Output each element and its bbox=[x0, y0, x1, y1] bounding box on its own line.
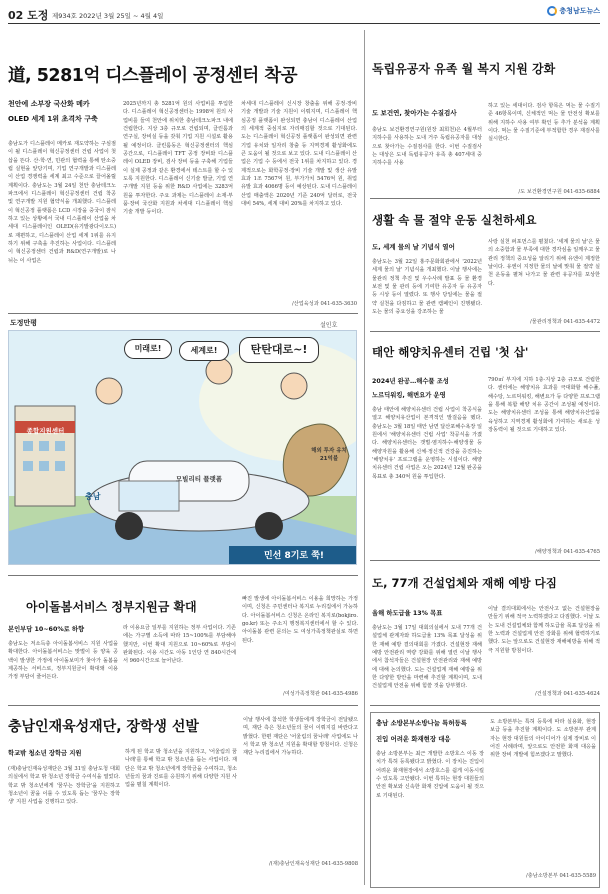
veterans-column-1: 충남도 보건환경연구원(원장 최희천)은 4월부터 지하수를 사용하는 도내 거주 독립유공자를 대상으로 찾아가는 수질검사를 한다. 이번 수질검사는 대상은 도내 독립유공자 유족 총 407세대 중 지하수를 사용 bbox=[372, 127, 482, 167]
lead-subhead-2: OLED 세계 1위 초격차 구축 bbox=[8, 115, 98, 123]
speech-bubble-3: 탄탄대로~! bbox=[239, 337, 319, 363]
construction-subhead: 올해 하도급율 13% 목표 bbox=[372, 610, 443, 617]
newspaper-logo bbox=[547, 6, 600, 16]
fire-patent-subhead: 진입 어려운 화재현장 대응 bbox=[376, 735, 451, 743]
masthead bbox=[8, 4, 600, 24]
ocean-subhead-2: 노르딕워킹, 해변요가 운영 bbox=[372, 392, 446, 399]
fire-patent-credit: /충남소방본부 041-635-5589 bbox=[526, 873, 596, 879]
water-column-1: 충남도는 3월 22일 홍주문화회관에서 '2022년 세계 물의 날' 기념식을 개최했다. 이날 행사에는 물관리 정책 추진 및 우수사례 발표 등 물 환경 보전 및 물 관리 등에 기여한 유공자 등 유공자 등 시상 등이 열렸다. 또 행사 당일에는 물을 절약 실천을 다짐하고 물 관련 캠페인이 진행됐다. 도는 물의 중요성을 강조하는 물 bbox=[372, 259, 482, 316]
logo-icon bbox=[547, 6, 557, 16]
veterans-headline: 독립유공자 유족 월 복지 지원 강화 bbox=[372, 62, 556, 76]
childcare-column-1: 충남도는 저소득층 아이돌봄서비스 지원 사업을 확대한다. 아이돌봄서비스는 맞벌이 등 양육 공백이 발생한 가정에 아이돌보미가 찾아가 돌봄을 제공하는 서비스로, 정부지원금이 확대돼 이용 가정 부담이 줄어든다. bbox=[8, 641, 118, 681]
cartoon-illustration bbox=[9, 331, 357, 565]
divider bbox=[370, 331, 600, 332]
construction-credit: /건설정책과 041-635-4624 bbox=[535, 691, 600, 697]
editorial-cartoon bbox=[8, 330, 357, 565]
ocean-column-2: 790㎡ 부지에 지하 1층·지상 2층 규모로 건립한다. 센터에는 해양치유 효과를 극대화할 해수풀, 해수탕, 노르딕워킹, 해변요가 등 다양한 프로그램을 통해 복합 해양 치유 공간이 조성될 예정이다. 도는 해양치유센터 조성을 통해 해양치유산업을 육성하고 지역경제 활성화에 기여하는 새로운 성장동력이 될 것으로 기대하고 있다. bbox=[488, 377, 600, 434]
veterans-column-2: 하고 있는 세대이다. 검사 항목은 먹는 물 수질기준 46항목이며, 신체적인 먹는 물 안전성 확보를 위해 지하수 사용 여부 확인 등 추가 분석을 계획이다. 먹는 물 수질기준에 부적합한 경우 재검사를 실시한다. bbox=[488, 103, 600, 143]
ocean-headline: 태안 해양치유센터 건립 '첫 삽' bbox=[372, 345, 529, 359]
childcare-credit: /여성가족정책관 041-635-4986 bbox=[283, 691, 358, 697]
logo-text: 충청남도뉴스 bbox=[559, 7, 600, 15]
ocean-column-1: 충남 태안에 해양치유센터 건립 사업이 착공식을 열고 해양치유산업이 본격적인 발걸음을 뗐다. 충남도는 3월 18일 태안 남면 달산포해수욕장 일원에서 '해양치유센터 건립 사업' 착공식을 가졌다. 해양치유센터는 갯벌·염지하수·해양생물 등 해양자원을 활용해 신체·정신적 건강을 증진하는 '해양치유' 프로그램을 운영하는 시설이다. 해양치유센터 건립 사업은 오는 2024년 12월 완공을 목표로 총 340억 원을 투입한다. bbox=[372, 407, 482, 480]
speed-banner: 민선 8기로 쭉! bbox=[263, 551, 325, 561]
veterans-subhead: 도 보건연, 찾아가는 수질검사 bbox=[372, 109, 457, 117]
veterans-credit: /도 보건환경연구원 041-635-6884 bbox=[518, 189, 600, 195]
lead-column-2: 2025년까지 총 5281억 원의 사업비를 투입한다. 디스플레이 혁신공정센터는 1998억 원의 사업비를 들여 천안에 위치한 충남테크노파크 내에 건립한다. 지상 3층 규모로 건립되며, 클린룸과 연구실, 장비실 등을 갖춰 기업 지원 시설로 활용될 예정이다. 클린룸동은 혁신공정센터의 핵심 공간으로, 디스플레이 TFT 공정 장비와 디스플레이 OLED 장비, 검사 장비 등을 구축해 기업들이 실제 공정과 같은 환경에서 테스트를 할 수 있도록 지원한다. 디스플레이 신기술 발굴, 기업 연구개발 지원 등을 위한 R&D 사업에는 3283억 원을 투자한다. 주요 과제는 디스플레이 소재·부품·장비 국산화 지원과 차세대 디스플레이 핵심 기술 개발 등이다. bbox=[123, 101, 233, 216]
ocean-subhead-1: 2024년 완공…해수풀 조성 bbox=[372, 378, 449, 385]
water-credit: /물관리정책과 041-635-4472 bbox=[530, 319, 600, 325]
car-sign: 모빌리티 플랫폼 bbox=[175, 475, 223, 483]
column-divider bbox=[364, 30, 365, 885]
building-sign: 종합지원센터 bbox=[26, 427, 65, 435]
construction-column-1: 충남도는 3월 17일 대회의실에서 도내 77개 건설업체 관계자와 하도급율 13% 목표 달성을 위한 재해 예방 결의대회를 가졌다. 건설현장 재해예방 안전관리 역량 강화를 위해 열린 이날 행사에서 참석자들은 건설현장 안전관리와 재해 예방에 대해 논의했다. 도는 건설업계 재해 예방을 위한 다양한 방안을 마련해 추진할 계획이며, 도내 건설업계 안전을 위해 힘쓸 것을 당부했다. bbox=[372, 625, 482, 690]
region-mark: 충남 bbox=[85, 492, 101, 501]
lead-credit: /산업육성과 041-635-3630 bbox=[292, 301, 357, 307]
lead-headline: 道, 5281억 디스플레이 공정센터 착공 bbox=[8, 66, 298, 86]
construction-column-2: 이날 결의대회에서는 안전사고 없는 건설현장을 만들기 위해 적극 노력하겠다고 다짐했다. 이날 도는 도내 건설업체와 함께 하도급율 목표 달성을 위한 노력과 건설업계 안전 강화를 위해 협력하기로 했다. 도는 앞으로도 건설현장 재해예방을 위해 적극 지원할 방침이다. bbox=[488, 606, 600, 654]
ocean-credit: /해양정책과 041-635-4765 bbox=[535, 549, 600, 555]
divider bbox=[370, 198, 600, 199]
issue-info: 제934호 2022년 3월 25일 ~ 4월 4일 bbox=[52, 12, 164, 20]
scholarship-subhead: 학교밖 청소년 장학금 지원 bbox=[8, 750, 82, 757]
fire-patent-column-1: 충남 소방본부는 최근 개발한 소방호스 이동 장치가 특허 등록됐다고 밝혔다. 이 장치는 진입이 어려운 화재현장에서 소방호스를 쉽게 이동시킬 수 있도록 고안됐다. 이번 특허는 현장 대원들의 안전 확보와 신속한 화재 진압에 도움이 될 것으로 기대된다. bbox=[376, 751, 484, 799]
divider bbox=[370, 560, 600, 561]
cartoon-artist: 설인호 bbox=[320, 322, 338, 329]
childcare-column-3: 빠진 발생에 아이돌봄서비스 이용을 희망하는 가정이며, 신청은 주민센터나 복지로 누리집에서 가능하다. 아이돌봄서비스 신청은 온라인 복지로(bokjiro.go.kr) 또는 주소지 행정복지센터에서 할 수 있다. 아이돌봄 관련 문의는 도 여성가족정책관실로 하면 된다. bbox=[242, 596, 358, 644]
scholarship-column-1: (재)충남인재육성재단은 3월 31일 충남도청 대회의실에서 학교 밖 청소년 장학금 수여식을 열었다. 학교 밖 청소년에게 '꿈꾸는 장학금'을 지원하고 청소년이 꿈을 이룰 수 있도록 돕는 '꿈꾸는 장학생' 지원 사업을 진행하고 있다. bbox=[8, 766, 120, 806]
lead-subhead-1: 천안에 소부장 국산화 메카 bbox=[8, 100, 90, 108]
childcare-headline: 아이돌봄서비스 정부지원금 확대 bbox=[26, 600, 197, 614]
water-subhead: 도, 세계 물의 날 기념식 열어 bbox=[372, 243, 455, 251]
divider bbox=[8, 575, 358, 576]
cartoon-label: 도정만평 bbox=[10, 319, 38, 327]
scholarship-column-3: 이날 행사에 참석한 학생들에게 장학금이 전달됐으며, 재단 측은 청소년들의 꿈이 이뤄지길 바란다고 밝혔다. 한편 재단은 '어울림의 꿈나래' 사업에도 나서 학교 밖 청소년 지원을 확대할 방침이다. 신청은 재단 누리집에서 가능하다. bbox=[243, 717, 358, 757]
scholarship-credit: /(재)충남인재육성재단 041-635-9808 bbox=[268, 861, 358, 867]
water-column-2: 사랑 실천 퍼포먼스를 펼쳤다. '세계 물의 날'은 물의 소중함과 물 부족에 대한 경각심을 일깨우고 물 관리 정책의 중요성을 알리기 위해 유엔이 제정한 날이다. 유엔이 지정한 물의 날에 맞춰 물 절약 실천 운동을 펼쳐 나가고 물 관련 유공자를 포상한다. bbox=[488, 239, 600, 287]
speech-bubble-2: 세계로! bbox=[179, 341, 229, 361]
childcare-subhead: 본인부담 10~60%로 하향 bbox=[8, 626, 85, 633]
divider bbox=[370, 705, 600, 706]
scholarship-headline: 충남인재육성재단, 장학생 선발 bbox=[8, 719, 199, 735]
fire-patent-headline: 충남 소방본부소방나눔 특허등록 bbox=[376, 719, 467, 727]
lead-column-1: 충남도가 디스플레이 메카로 재도약하는 구심점이 될 디스플레이 혁신공정센터 건립 사업이 첫 삽을 뜬다. 산·학·연, 민관의 협력을 통해 탄소중립 실현을 앞당기며, 기업 연구개발과 디스플레이 산업 경쟁력을 세계 최고 수준으로 끌어올릴 계획이다. 충남도는 3월 24일 천안 충남테크노파크에서 디스플레이 혁신공정센터 건립 착공 및 연구개발 지원 협약식을 개최했다. 디스플레이 혁신공정 플랫폼은 LCD 시장을 중국이 잠식하고 있는 상황에서 국내 디스플레이 산업을 차세대 디스플레이인 OLED(유기발광다이오드)로 재편하고, 디스플레이 산업 세계 1위를 유지하기 위해 구축을 추진하는 사업이다. 디스플레이 혁신공정센터 건립과 R&D(연구개발)로 나뉘는 이 사업은 bbox=[8, 141, 116, 264]
lead-column-3: 차세대 디스플레이 신시장 창출을 위해 공정·장비 기술 개발과 기술 지원이 이뤄지며, 디스플레이 핵심공정 플랫폼이 완성되면 충남이 디스플레이 산업의 세계적 중심지로 자리매김할 것으로 기대된다. 도는 디스플레이 혁신공정 플랫폼이 완성되면 관련 기업 유치와 일자리 창출 등 지역경제 활성화에도 큰 도움이 될 것으로 보고 있다. 도내 디스플레이 산업은 기업 수 등에서 전국 1위를 차지하고 있다. 경제적으로는 화학공정·장비 기술 개발 및 생산 유발 효과 1조 7567억 원, 부가가치 5476억 원, 취업 유발 효과 4066명 등이 예상된다. 도내 디스플레이 산업 매출액은 2020년 기준 240억 달러로, 전국 대비 54%, 세계 대비 20%를 차지하고 있다. bbox=[241, 101, 357, 208]
speech-bubble-1: 미래로! bbox=[124, 339, 172, 359]
water-headline: 생활 속 물 절약 운동 실천하세요 bbox=[372, 213, 537, 227]
section-label: 02 도정 bbox=[8, 9, 49, 22]
fire-patent-column-2: 도 소방본부는 특허 등록에 따라 실용화, 현장 보급 등을 추진할 계획이다. 도 소방본부 관계자는 현장 대원들의 아이디어가 실제 장비로 이어진 사례라며, 앞으로도 안전한 화재 대응을 위한 장비 개발에 힘쓰겠다고 말했다. bbox=[490, 719, 596, 759]
scholarship-column-2: 하게 된 학교 밖 청소년을 지원하고, '어울림의 꿈나래'를 통해 학교 밖 청소년을 돕는 사업이다. 재단은 학교 밖 청소년에게 장학금을 수여하고, 청소년들의 꿈과 진로를 응원하기 위해 다양한 지원 사업을 펼칠 계획이다. bbox=[125, 749, 237, 789]
construction-headline: 도, 77개 건설업체와 재해 예방 다짐 bbox=[372, 576, 557, 590]
divider bbox=[8, 705, 358, 706]
investment-bag-text: 해외 투자 유치 21억불 bbox=[311, 448, 347, 462]
divider bbox=[8, 313, 358, 314]
childcare-column-2: 라 이용요금 일부를 지원하는 정부 사업이다. 기존에는 가구별 소득에 따라 15~100%를 부담해야 했지만, 이번 확대 지원으로 10~60%로 부담이 완화된다. 이용 시간도 아동 1인당 연 840시간에서 960시간으로 늘어난다. bbox=[123, 625, 236, 665]
